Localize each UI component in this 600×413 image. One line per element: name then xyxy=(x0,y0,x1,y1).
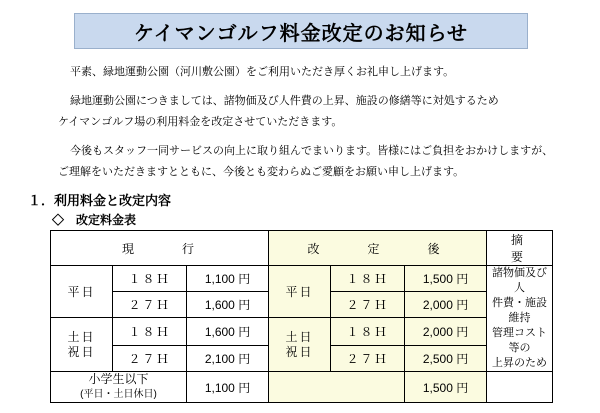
table-row xyxy=(51,318,553,346)
hours-current-3: １８Ｈ xyxy=(113,318,187,346)
paragraph-2: 緑地運動公園につきましては、諸物価及び人件費の上昇、施設の修繕等に対処するため xyxy=(70,95,499,107)
title-banner xyxy=(74,13,528,49)
student-price-new: 1,500 円 xyxy=(405,372,487,403)
sub-heading: ◇ 改定料金表 xyxy=(52,213,137,227)
hours-current-2: ２７Ｈ xyxy=(113,292,187,318)
daytype-weekday-current: 平日 xyxy=(51,266,113,318)
student-spacer-new xyxy=(269,372,405,403)
hours-current-1: １８Ｈ xyxy=(113,266,187,292)
intro-text-block xyxy=(58,62,554,183)
header-note: 摘 要 xyxy=(487,231,553,266)
header-current: 現 行 xyxy=(51,231,269,266)
paragraph-1: 平素、緑地運動公園（河川敷公園）をご利用いただき厚くお礼申し上げます。 xyxy=(70,66,455,78)
table-row xyxy=(51,266,553,292)
student-label-sub: (平日・土日休日) xyxy=(80,389,157,400)
table-row-student xyxy=(51,372,553,403)
header-revised: 改 定 後 xyxy=(269,231,487,266)
hours-new-4: ２７Ｈ xyxy=(331,346,405,372)
price-new-4: 2,500 円 xyxy=(405,346,487,372)
price-new-1: 1,500 円 xyxy=(405,266,487,292)
price-new-2: 2,000 円 xyxy=(405,292,487,318)
fee-table-wrapper xyxy=(50,230,563,403)
daytype-holiday-new-line1: 土日 xyxy=(285,329,314,344)
daytype-holiday-new xyxy=(269,318,331,372)
section-heading: １．利用料金と改定内容 xyxy=(28,193,172,208)
note-line-4: 上昇のため xyxy=(492,357,548,369)
daytype-holiday-current xyxy=(51,318,113,372)
daytype-holiday-current-line1: 土日 xyxy=(67,329,96,344)
hours-new-3: １８Ｈ xyxy=(331,318,405,346)
daytype-weekday-new: 平日 xyxy=(269,266,331,318)
hours-new-2: ２７Ｈ xyxy=(331,292,405,318)
table-header-row xyxy=(51,231,553,266)
note-line-1: 諸物価及び人 xyxy=(492,267,548,294)
price-current-3: 1,600 円 xyxy=(187,318,269,346)
student-label-main: 小学生以下 xyxy=(88,372,149,386)
price-current-2: 1,600 円 xyxy=(187,292,269,318)
paragraph-spacer-2 xyxy=(58,133,548,141)
paragraph-spacer-1 xyxy=(58,83,548,91)
hours-new-1: １８Ｈ xyxy=(331,266,405,292)
page-title: ケイマンゴルフ料金改定のお知らせ xyxy=(134,22,468,45)
student-label-cell xyxy=(51,372,187,403)
fee-table xyxy=(50,230,563,403)
paragraph-5: ご理解をいただきますとともに、今後とも変わらぬご愛顧をお願い申し上げます。 xyxy=(58,166,465,178)
price-current-1: 1,100 円 xyxy=(187,266,269,292)
note-cell xyxy=(487,266,553,372)
note-line-2: 件費・施設維持 xyxy=(492,297,548,324)
paragraph-4: 今後もスタッフ一同サービスの向上に取り組んでまいります。皆様にはご負担をおかけしますが、 xyxy=(70,145,554,157)
daytype-holiday-current-line2: 祝日 xyxy=(67,344,96,359)
daytype-holiday-new-line2: 祝日 xyxy=(285,344,314,359)
price-new-3: 2,000 円 xyxy=(405,318,487,346)
hours-current-4: ２７Ｈ xyxy=(113,346,187,372)
paragraph-3: ケイマンゴルフ場の利用料金を改定させていただきます。 xyxy=(58,116,343,128)
student-price-current: 1,100 円 xyxy=(187,372,269,403)
note-line-3: 管理コスト等の xyxy=(492,327,548,354)
student-note-empty xyxy=(487,372,553,403)
price-current-4: 2,100 円 xyxy=(187,346,269,372)
